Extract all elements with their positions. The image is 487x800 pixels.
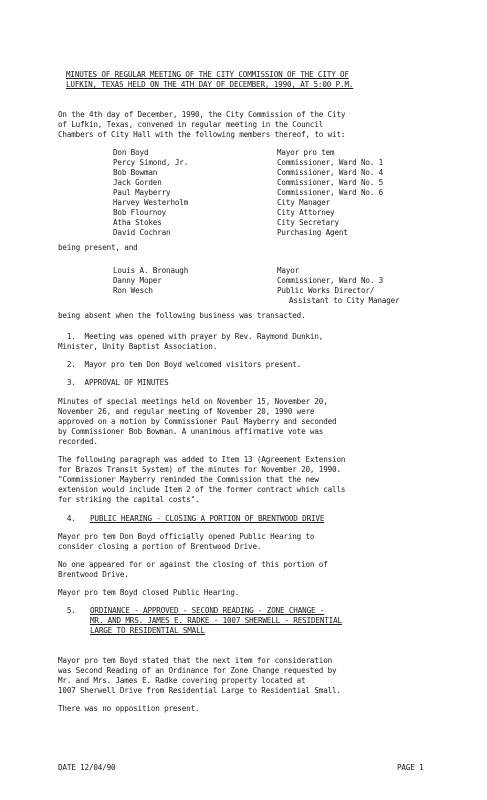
member-title: Public Works Director/ [277, 286, 375, 295]
item-5-para-line: Mayor pro tem Boyd stated that the next item for consideration [58, 656, 333, 665]
item-4-heading: PUBLIC HEARING - CLOSING A PORTION OF BRENTWOOD DRIVE [90, 514, 325, 523]
intro-line-1: On the 4th day of December, 1990, the City Commission of the City [58, 110, 346, 119]
member-name: Harvey Westerholm [113, 198, 189, 207]
member-title: City Attorney [277, 208, 335, 217]
item-1-line-1: 1. Meeting was opened with prayer by Rev. Raymond Dunkin, [58, 332, 324, 341]
member-title: Mayor pro tem [277, 148, 335, 157]
member-title-continued: Assistant to City Manager [289, 296, 400, 305]
item-3-para2-line: for Brazos Transit System) of the minutes for November 20, 1990. [58, 465, 341, 474]
item-5-heading-line: ORDINANCE - APPROVED - SECOND READING - ZONE CHANGE - [90, 606, 325, 615]
member-name: David Cochran [113, 228, 171, 237]
member-title: Commissioner, Ward No. 3 [277, 276, 384, 285]
item-5-para2: There was no opposition present. [58, 704, 200, 713]
item-4-para3: Mayor pro tem Boyd closed Public Hearing. [58, 588, 240, 597]
item-5-para-line: Mr. and Mrs. James E. Radke covering property located at [58, 676, 306, 685]
item-3-para2-line: for striking the capital costs". [58, 495, 200, 504]
minutes-title-line-1: MINUTES OF REGULAR MEETING OF THE CITY COMMISSION OF THE CITY OF [66, 70, 349, 79]
item-3-para2-line: The following paragraph was added to Item 13 (Agreement Extension [58, 455, 346, 464]
member-name: Paul Mayberry [113, 188, 171, 197]
item-5-para-line: was Second Reading of an Ordinance for Zone Change requested by [58, 666, 337, 675]
item-4-para2-line: Brentwood Drive. [58, 570, 129, 579]
member-title: Commissioner, Ward No. 6 [277, 188, 384, 197]
member-title: City Secretary [277, 218, 339, 227]
member-name: Don Boyd [113, 148, 149, 157]
item-3-para-line: Minutes of special meetings held on November 15, November 20, [58, 397, 328, 406]
item-3-para-line: November 26, and regular meeting of November 20, 1990 were [58, 407, 315, 416]
member-name: Atha Stokes [113, 218, 162, 227]
item-4-para-line: Mayor pro tem Don Boyd officially opened Public Hearing to [58, 532, 315, 541]
footer-date: DATE 12/04/90 [58, 763, 116, 772]
member-title: Mayor [277, 266, 300, 275]
member-name: Louis A. Bronaugh [113, 266, 189, 275]
item-3-para-line: by Commissioner Bob Bowman. A unanimous affirmative vote was [58, 427, 324, 436]
item-3-heading: 3. APPROVAL OF MINUTES [58, 378, 169, 387]
being-absent-text: being absent when the following business was transacted. [58, 311, 306, 320]
item-5-para-line: 1007 Sherwell Drive from Residential Large to Residential Small. [58, 686, 341, 695]
item-4-para2-line: No one appeared for or against the closing of this portion of [58, 560, 328, 569]
item-5-number: 5. [58, 606, 76, 615]
member-name: Jack Gorden [113, 178, 162, 187]
item-3-para2-line: "Commissioner Mayberry reminded the Commission that the new [58, 475, 319, 484]
item-4-para-line: consider closing a portion of Brentwood Drive. [58, 542, 262, 551]
item-3-para2-line: extension would include Item 2 of the former contract which calls [58, 485, 346, 494]
member-name: Percy Simond, Jr. [113, 158, 189, 167]
item-2-text: 2. Mayor pro tem Don Boyd welcomed visitors present. [58, 360, 302, 369]
item-4-number: 4. [58, 514, 76, 523]
item-3-para-line: recorded. [58, 437, 98, 446]
footer-page-number: PAGE 1 [397, 763, 424, 772]
member-title: Commissioner, Ward No. 4 [277, 168, 384, 177]
member-name: Danny Moper [113, 276, 162, 285]
member-title: Commissioner, Ward No. 1 [277, 158, 384, 167]
member-name: Bob Flournoy [113, 208, 167, 217]
being-present-text: being present, and [58, 243, 138, 252]
intro-line-2: of Lufkin, Texas, convened in regular meeting in the Council [58, 120, 324, 129]
member-title: City Manager [277, 198, 331, 207]
member-name: Bob Bowman [113, 168, 158, 177]
item-3-para-line: approved on a motion by Commissioner Paul Mayberry and seconded [58, 417, 337, 426]
item-1-line-2: Minister, Unity Baptist Association. [58, 342, 218, 351]
member-title: Commissioner, Ward No. 5 [277, 178, 384, 187]
minutes-title-line-2: LUFKIN, TEXAS HELD ON THE 4TH DAY OF DECEMBER, 1990, AT 5:00 P.M. [66, 80, 354, 89]
item-5-heading-line: MR. AND MRS. JAMES E. RADKE - 1007 SHERWELL - RESIDENTIAL [90, 616, 342, 625]
member-name: Ron Wesch [113, 286, 153, 295]
item-5-heading-line: LARGE TO RESIDENTIAL SMALL [90, 626, 205, 635]
intro-line-3: Chambers of City Hall with the following members thereof, to wit: [58, 130, 346, 139]
member-title: Purchasing Agent [277, 228, 348, 237]
